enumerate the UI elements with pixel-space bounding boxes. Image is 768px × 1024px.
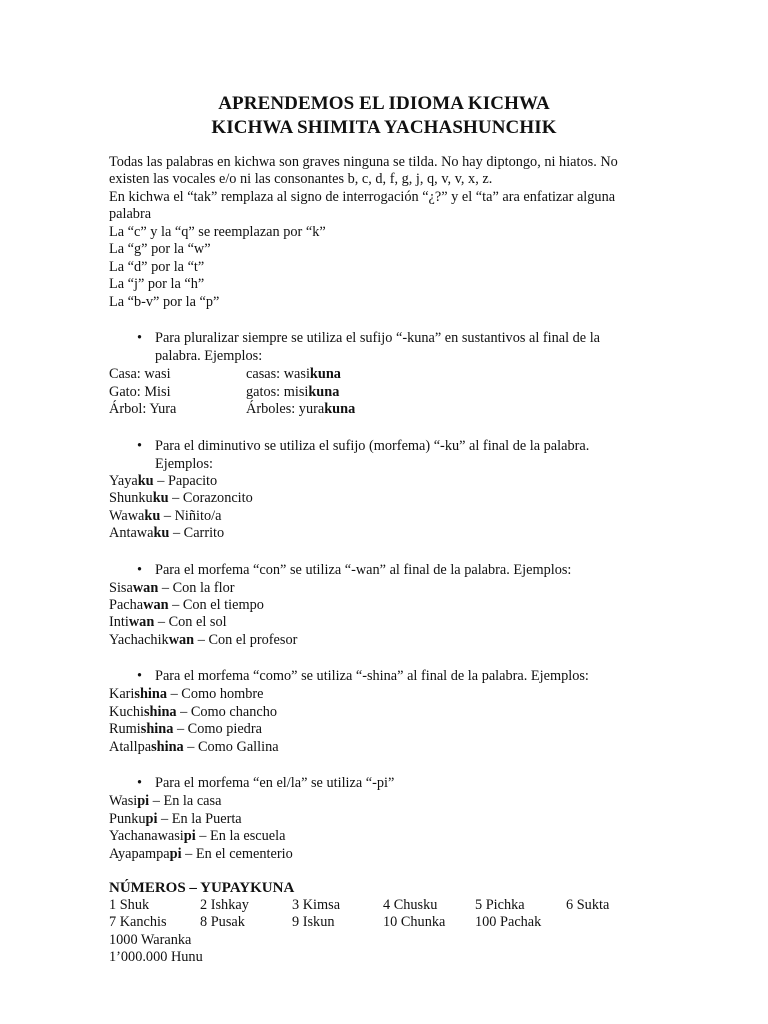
- number-item: 4 Chusku: [383, 897, 438, 913]
- plural-right: casas: wasikuna: [246, 366, 341, 382]
- title-line-1: APRENDEMOS EL IDIOMA KICHWA: [218, 93, 550, 114]
- como-example: Atallpashina – Como Gallina: [109, 739, 279, 755]
- number-item: 100 Pachak: [475, 914, 542, 930]
- bullet-icon: •: [137, 562, 143, 578]
- intro-line: Todas las palabras en kichwa son graves ninguna se tilda. No hay diptongo, ni hiatos. No: [109, 154, 618, 170]
- bullet-icon: •: [137, 438, 143, 454]
- diminutive-example: Antawaku – Carrito: [109, 525, 225, 541]
- diminutive-example: Wawaku – Niñito/a: [109, 508, 222, 524]
- number-item: 1’000.000 Hunu: [109, 949, 203, 965]
- en-example: Punkupi – En la Puerta: [109, 811, 242, 827]
- numbers-heading: NÚMEROS – YUPAYKUNA: [109, 880, 295, 896]
- bullet-icon: •: [137, 330, 143, 346]
- diminutive-example: Yayaku – Papacito: [109, 473, 218, 489]
- con-example: Yachachikwan – Con el profesor: [109, 632, 298, 648]
- plural-right: Árboles: yurakuna: [246, 401, 356, 417]
- intro-line: La “j” por la “h”: [109, 276, 205, 292]
- con-example: Sisawan – Con la flor: [109, 580, 235, 596]
- number-item: 1000 Waranka: [109, 932, 192, 948]
- number-item: 5 Pichka: [475, 897, 525, 913]
- intro-line: palabra: [109, 206, 152, 222]
- plural-left: Casa: wasi: [109, 366, 171, 382]
- diminutive-bullet-text: Ejemplos:: [155, 456, 213, 472]
- como-example: Karishina – Como hombre: [109, 686, 264, 702]
- number-item: 8 Pusak: [200, 914, 245, 930]
- intro-line: La “g” por la “w”: [109, 241, 211, 257]
- con-example: Pachawan – Con el tiempo: [109, 597, 264, 613]
- en-example: Wasipi – En la casa: [109, 793, 222, 809]
- con-example: Intiwan – Con el sol: [109, 614, 227, 630]
- intro-line: La “b-v” por la “p”: [109, 294, 220, 310]
- number-item: 10 Chunka: [383, 914, 446, 930]
- plural-left: Árbol: Yura: [109, 401, 177, 417]
- en-example: Ayapampapi – En el cementerio: [109, 846, 293, 862]
- en-example: Yachanawasipi – En la escuela: [109, 828, 286, 844]
- bullet-icon: •: [137, 668, 143, 684]
- como-example: Kuchishina – Como chancho: [109, 704, 278, 720]
- como-bullet-text: Para el morfema “como” se utiliza “-shina” al final de la palabra. Ejemplos:: [155, 668, 589, 684]
- como-example: Rumishina – Como piedra: [109, 721, 262, 737]
- intro-line: La “d” por la “t”: [109, 259, 205, 275]
- con-bullet-text: Para el morfema “con” se utiliza “-wan” al final de la palabra. Ejemplos:: [155, 562, 572, 578]
- diminutive-bullet-text: Para el diminutivo se utiliza el sufijo (morfema) “-ku” al final de la palabra.: [155, 438, 590, 454]
- number-item: 6 Sukta: [566, 897, 610, 913]
- diminutive-example: Shunkuku – Corazoncito: [109, 490, 253, 506]
- plural-bullet-text: Para pluralizar siempre se utiliza el sufijo “-kuna” en sustantivos al final de la: [155, 330, 601, 346]
- number-item: 1 Shuk: [109, 897, 150, 913]
- number-item: 9 Iskun: [292, 914, 335, 930]
- en-bullet-text: Para el morfema “en el/la” se utiliza “-pi”: [155, 775, 395, 791]
- number-item: 7 Kanchis: [109, 914, 167, 930]
- intro-line: En kichwa el “tak” remplaza al signo de interrogación “¿?” y el “ta” ara enfatizar alguna: [109, 189, 616, 205]
- plural-right: gatos: misikuna: [246, 384, 340, 400]
- plural-left: Gato: Misi: [109, 384, 171, 400]
- intro-line: existen las vocales e/o ni las consonantes b, c, d, f, g, j, q, v, v, x, z.: [109, 171, 493, 187]
- intro-line: La “c” y la “q” se reemplazan por “k”: [109, 224, 326, 240]
- number-item: 2 Ishkay: [200, 897, 249, 913]
- number-item: 3 Kimsa: [292, 897, 341, 913]
- bullet-icon: •: [137, 775, 143, 791]
- title-line-2: KICHWA SHIMITA YACHASHUNCHIK: [211, 117, 557, 138]
- plural-bullet-text: palabra. Ejemplos:: [155, 348, 263, 364]
